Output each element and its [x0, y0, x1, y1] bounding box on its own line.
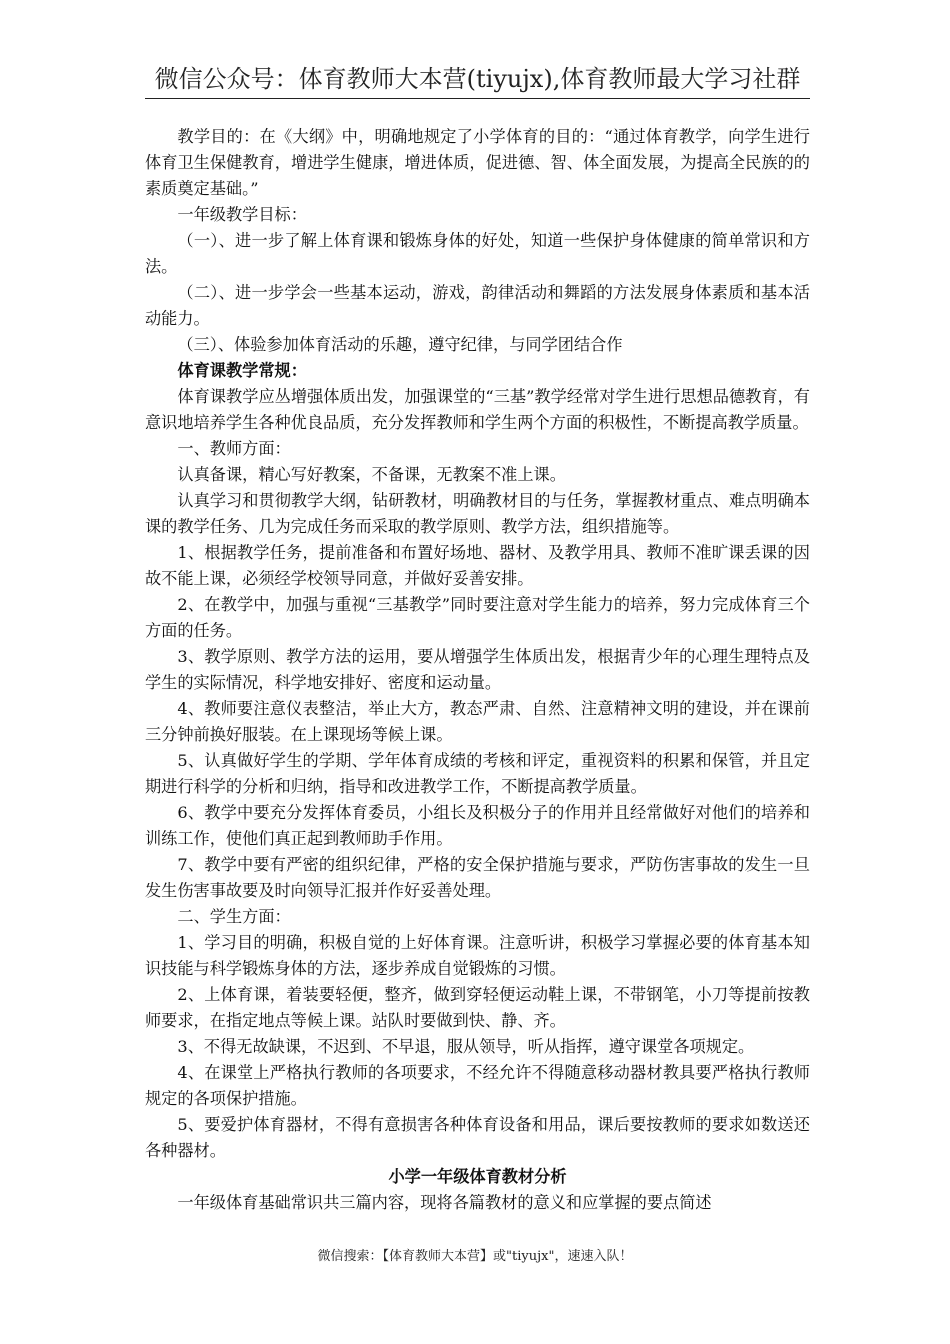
paragraph-goal-3: （三）、体验参加体育活动的乐趣，遵守纪律，与同学团结合作	[177, 335, 623, 354]
paragraph-student-item-3: 3、不得无故缺课，不迟到、不早退，服从领导，听从指挥，遵守课堂各项规定。	[177, 1037, 755, 1056]
paragraph-teacher-item-4: 4、教师要注意仪表整洁，举止大方，教态严肃、自然、注意精神文明的建设，并在课前三分钟前换好服装。在上课现场等候上课。	[145, 699, 810, 744]
paragraph-teacher-item-2: 2、在教学中，加强与重视“三基教学”同时要注意对学生能力的培养，努力完成体育三个方面的任务。	[145, 595, 810, 640]
paragraph-goal-1: （一）、进一步了解上体育课和锻炼身体的好处，知道一些保护身体健康的简单常识和方法。	[145, 231, 810, 276]
page-footer: 微信搜索：【体育教师大本营】或"tiyujx"，速速入队！	[317, 1249, 633, 1264]
paragraph-lesson-prep: 认真备课，精心写好教案，不备课，无教案不准上课。	[177, 465, 566, 484]
paragraph-routine-intro: 体育课教学应丛增强体质出发，加强课堂的“三基”教学经常对学生进行思想品德教育，有意识地培养学生各种优良品质，充分发挥教师和学生两个方面的积极性，不断提高教学质量。	[145, 387, 810, 432]
paragraph-student-item-2: 2、上体育课，着装要轻便，整齐，做到穿轻便运动鞋上课，不带钢笔，小刀等提前按教师要求，在指定地点等候上课。站队时要做到快、静、齐。	[145, 985, 810, 1030]
subheading-teacher-aspect: 一、教师方面：	[177, 439, 291, 458]
section-heading-teaching-routine: 体育课教学常规：	[177, 361, 307, 380]
paragraph-material-intro: 一年级体育基础常识共三篇内容，现将各篇教材的意义和应掌握的要点简述	[177, 1193, 712, 1212]
paragraph-teaching-purpose: 教学目的：在《大纲》中，明确地规定了小学体育的目的：“通过体育教学，向学生进行体育卫生保健教育，增进学生健康，增进体质，促进德、智、体全面发展，为提高全民族的的素质奠定基础。”	[145, 127, 810, 198]
paragraph-teacher-item-3: 3、教学原则、教学方法的运用，要从增强学生体质出发，根据青少年的心理生理特点及学生的实际情况，科学地安排好、密度和运动量。	[145, 647, 810, 692]
paragraph-student-item-4: 4、在课堂上严格执行教师的各项要求，不经允许不得随意移动器材教具要严格执行教师规定的各项保护措施。	[145, 1063, 810, 1108]
page-header-title: 微信公众号：体育教师大本营(tiyujx),体育教师最大学习社群	[145, 62, 810, 99]
paragraph-grade-one-goals-heading: 一年级教学目标：	[177, 205, 307, 224]
section-heading-material-analysis: 小学一年级体育教材分析	[388, 1167, 567, 1186]
paragraph-teacher-item-7: 7、教学中要有严密的组织纪律，严格的安全保护措施与要求，严防伤害事故的发生一旦发生伤害事故要及时向领导汇报并作好妥善处理。	[145, 855, 810, 900]
document-body	[145, 124, 810, 1216]
paragraph-teacher-item-6: 6、教学中要充分发挥体育委员，小组长及积极分子的作用并且经常做好对他们的培养和训练工作，使他们真正起到教师助手作用。	[145, 803, 810, 848]
paragraph-student-item-1: 1、学习目的明确，积极自觉的上好体育课。注意听讲，积极学习掌握必要的体育基本知识技能与科学锻炼身体的方法，逐步养成自觉锻炼的习惯。	[145, 933, 810, 978]
paragraph-goal-2: （二）、进一步学会一些基本运动，游戏，韵律活动和舞蹈的方法发展身体素质和基本活动能力。	[145, 283, 810, 328]
paragraph-teacher-item-5: 5、认真做好学生的学期、学年体育成绩的考核和评定，重视资料的积累和保管，并且定期进行科学的分析和归纳，指导和改进教学工作，不断提高教学质量。	[145, 751, 810, 796]
subheading-student-aspect: 二、学生方面：	[177, 907, 291, 926]
paragraph-student-item-5: 5、要爱护体育器材，不得有意损害各种体育设备和用品，课后要按教师的要求如数送还各种器材。	[145, 1115, 810, 1160]
paragraph-study-syllabus: 认真学习和贯彻教学大纲，钻研教材，明确教材目的与任务，掌握教材重点、难点明确本课的教学任务、几为完成任务而采取的教学原则、教学方法，组织措施等。	[145, 491, 810, 536]
paragraph-teacher-item-1: 1、根据教学任务，提前准备和布置好场地、器材、及教学用具、教师不准旷课丢课的因故不能上课，必须经学校领导同意，并做好妥善安排。	[145, 543, 810, 588]
